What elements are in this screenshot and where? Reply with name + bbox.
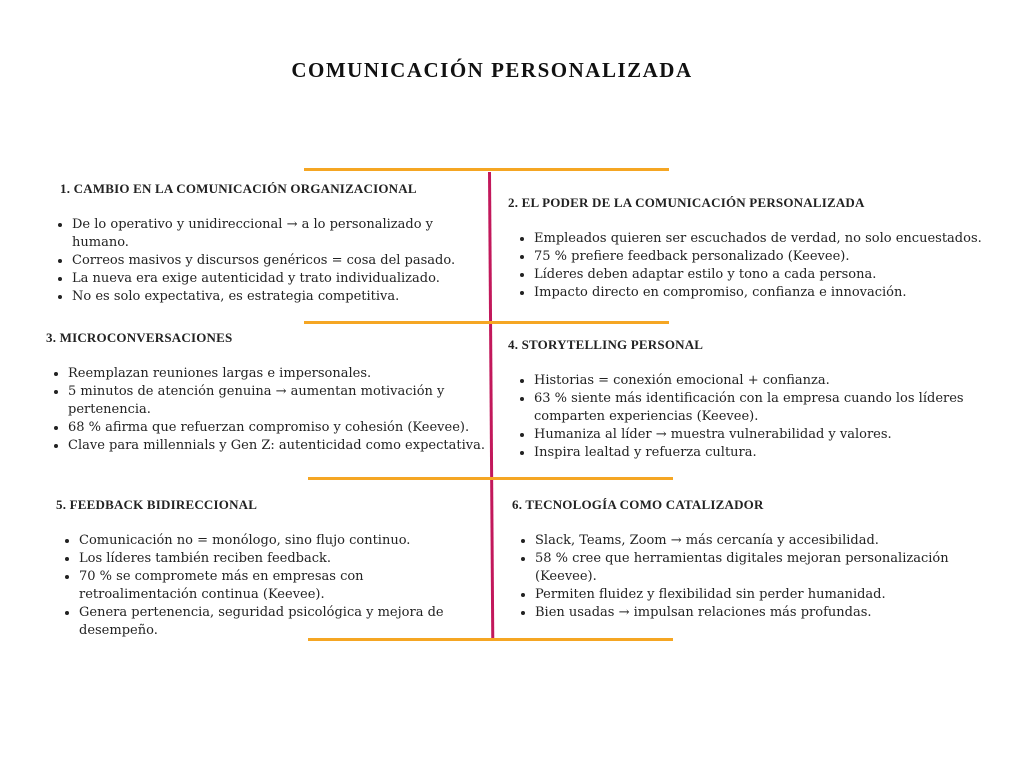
section-1-bullet: • No es solo expectativa, es estrategia competitiva. — [72, 288, 484, 306]
section-1-heading: 1. CAMBIO EN LA COMUNICACIÓN ORGANIZACIONAL — [60, 181, 417, 196]
section-2-bullet: • Impacto directo en compromiso, confianza e innovación. — [534, 284, 1008, 302]
section-4-bullet: • 63 % siente más identificación con la empresa cuando los líderes comparten experiencias (Keevee). — [534, 390, 988, 426]
section-4 — [508, 336, 988, 462]
section-1-bullet: • De lo operativo y unidireccional → a lo personalizado y humano. — [72, 216, 484, 252]
section-3-heading: 3. MICROCONVERSACIONES — [46, 330, 233, 345]
section-1-list — [60, 216, 484, 306]
section-3-bullet: • 5 minutos de atención genuina → aumentan motivación y pertenencia. — [68, 383, 486, 419]
section-5-bullet: • Genera pertenencia, seguridad psicológica y mejora de desempeño. — [79, 604, 476, 640]
section-2-list — [508, 230, 1008, 302]
section-6-bullet: • 58 % cree que herramientas digitales mejoran personalización (Keevee). — [535, 550, 982, 586]
section-5 — [56, 496, 476, 640]
section-4-bullet: • Historias = conexión emocional + confianza. — [534, 372, 988, 390]
section-6-heading: 6. TECNOLOGÍA COMO CATALIZADOR — [512, 497, 764, 512]
divider-line-lower-middle — [308, 477, 673, 480]
section-1-bullet: • La nueva era exige autenticidad y trato individualizado. — [72, 270, 484, 288]
section-3-bullet: • Clave para millennials y Gen Z: autenticidad como expectativa. — [68, 437, 486, 455]
section-3-bullet: • 68 % afirma que refuerzan compromiso y cohesión (Keevee). — [68, 419, 486, 437]
section-4-list — [508, 372, 988, 462]
section-2-bullet: • 75 % prefiere feedback personalizado (Keevee). — [534, 248, 1008, 266]
section-5-list — [56, 532, 476, 640]
section-6-bullet: • Slack, Teams, Zoom → más cercanía y accesibilidad. — [535, 532, 982, 550]
section-2-heading: 2. EL PODER DE LA COMUNICACIÓN PERSONALIZADA — [508, 195, 865, 210]
divider-line-upper-middle — [304, 321, 669, 324]
section-6-list — [512, 532, 982, 622]
section-5-heading: 5. FEEDBACK BIDIRECCIONAL — [56, 497, 258, 512]
section-6-bullet: • Bien usadas → impulsan relaciones más profundas. — [535, 604, 982, 622]
section-6 — [512, 496, 982, 622]
section-5-bullet: • Comunicación no = monólogo, sino flujo continuo. — [79, 532, 476, 550]
section-4-bullet: • Humaniza al líder → muestra vulnerabilidad y valores. — [534, 426, 988, 444]
section-3-list — [46, 365, 486, 455]
page-title: COMUNICACIÓN PERSONALIZADA — [291, 58, 693, 82]
section-5-bullet: • Los líderes también reciben feedback. — [79, 550, 476, 568]
section-2-bullet: • Líderes deben adaptar estilo y tono a cada persona. — [534, 266, 1008, 284]
section-3-bullet: • Reemplazan reuniones largas e impersonales. — [68, 365, 486, 383]
section-1 — [60, 180, 484, 306]
section-1-bullet: • Correos masivos y discursos genéricos = cosa del pasado. — [72, 252, 484, 270]
section-2-bullet: • Empleados quieren ser escuchados de verdad, no solo encuestados. — [534, 230, 1008, 248]
section-5-bullet: • 70 % se compromete más en empresas con retroalimentación continua (Keevee). — [79, 568, 476, 604]
section-6-bullet: • Permiten fluidez y flexibilidad sin perder humanidad. — [535, 586, 982, 604]
section-3 — [46, 329, 486, 455]
section-4-heading: 4. STORYTELLING PERSONAL — [508, 337, 704, 352]
section-4-bullet: • Inspira lealtad y refuerza cultura. — [534, 444, 988, 462]
central-spine — [488, 172, 494, 638]
divider-line-top — [304, 168, 669, 171]
section-2 — [508, 194, 1008, 302]
